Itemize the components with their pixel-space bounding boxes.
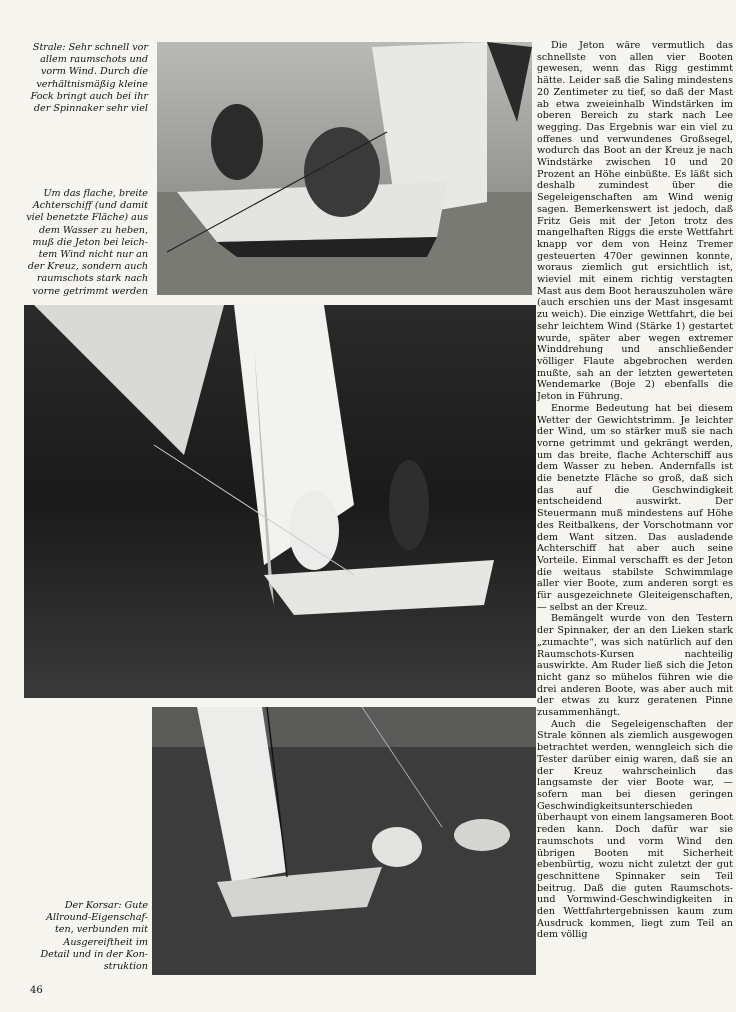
paragraph-1: Die Jeton wäre vermutlich das schnellste von allen vier Booten gewesen, wenn das Rigg gestimmt hätte. Leider saß die Saling mindestens 20 Zentimeter zu tief, so daß der Mast ab etwa zweieinhalb Windstärken im oberen Bereich zu stark nach Lee wegging. Das Ergebnis war ein viel zu offenes und verwundenes Großsegel, wodurch das Boot an der Kreuz je nach Windstärke zwischen 10 und 20 Prozent an Höhe einbüßte. Es läßt sich deshalb zumindest über die Segeleigenschaften am Wind wenig sagen. Bemerkenswert ist jedoch, daß Fritz Geis mit der Jeton trotz des mangelhaften Riggs die erste Wettfahrt knapp vor dem von Heinz Tremer gesteuerten 470er gewinnen konnte, woraus ziemlich gut ersichtlich ist, wieviel mit einem richtig verstagten Mast aus dem Boot herauszuholen wäre (auch erschien uns der Mast insgesamt zu weich). Die einzige Wettfahrt, die bei sehr leichtem Wind (Stärke 1) gestartet wurde, später aber wegen extremer Winddrehung und anschließender völliger Flaute abgebrochen werden mußte, sah an der letzten gewerteten Wendemarke (Boje 2) ebenfalls die Jeton in Führung. — [537, 40, 733, 403]
paragraph-4: Auch die Segeleigenschaften der Strale können als ziemlich ausgewogen betrachtet werden, wenngleich sich die Tester darüber einig waren, daß sie an der Kreuz wahrscheinlich das langsamste der vier Boote war, — sofern man bei diesen geringen Geschwindigkeitsunterschieden überhaupt von einem langsameren Boot reden kann. Doch dafür war sie raumschots und vorm Wind den übrigen Booten mit Sicherheit ebenbürtig, wozu nicht zuletzt der gut geschnittene Spinnaker sein Teil beitrug. Daß die guten Raumschots- und Vormwind-Geschwindigkeiten in den Wettfahrtergebnissen kaum zum Ausdruck kommen, liegt zum Teil an dem völlig — [537, 718, 733, 941]
caption-korsar: Der Korsar: Gute Allround-Eigenschaf- ten, verbunden mit Ausgereiftheit im Detail und in der Kon- struktion — [40, 900, 148, 973]
strale-sailboat-image — [157, 42, 532, 295]
jeton-sailboat-image — [24, 305, 536, 698]
article-text-column — [537, 40, 733, 988]
paragraph-3: Bemängelt wurde von den Testern der Spinnaker, der an den Lieken stark „zumachte“, was sich natürlich auf den Raumschots-Kursen nachteilig auswirkte. Am Ruder ließ sich die Jeton nicht ganz so mühelos führen wie die drei anderen Boote, was aber auch mit der etwas zu kurz geratenen Pinne zusammenhängt. — [537, 613, 733, 719]
paragraph-2: Enorme Bedeutung hat bei diesem Wetter der Gewichtstrimm. Je leichter der Wind, um so stärker muß sie nach vorne getrimmt und gekrängt werden, um das breite, flache Achterschiff aus dem Wasser zu heben. Andernfalls ist die benetzte Fläche so groß, daß sich das auf die Geschwindigkeit entscheidend auswirkt. Der Steuermann muß mindestens auf Höhe des Reitbalkens, der Vorschotmann vor dem Want sitzen. Das ausladende Achterschiff hat aber auch seine Vorteile. Einmal verschafft es der Jeton die weitaus stabilste Schwimmlage aller vier Boote, zum anderen sorgt es für ausgezeichnete Gleiteigenschaften, — selbst an der Kreuz. — [537, 402, 733, 613]
korsar-sailboat-image — [152, 707, 536, 975]
page-number: 46 — [30, 985, 43, 996]
photo-strale — [157, 42, 532, 295]
caption-strale: Strale: Sehr schnell vor allem raumschots und vorm Wind. Durch die verhältnismäßig kleine Fock bringt auch bei ihr der Spinnaker sehr viel — [30, 42, 148, 115]
photo-korsar — [152, 707, 536, 975]
caption-jeton: Um das flache, breite Achterschiff (und damit viel benetzte Fläche) aus dem Wasser zu heben, muß die Jeton bei leich- tem Wind nicht nur an der Kreuz, sondern auch raumschots stark nach vorne getrimmt werden — [26, 188, 148, 297]
photo-jeton — [24, 305, 536, 698]
